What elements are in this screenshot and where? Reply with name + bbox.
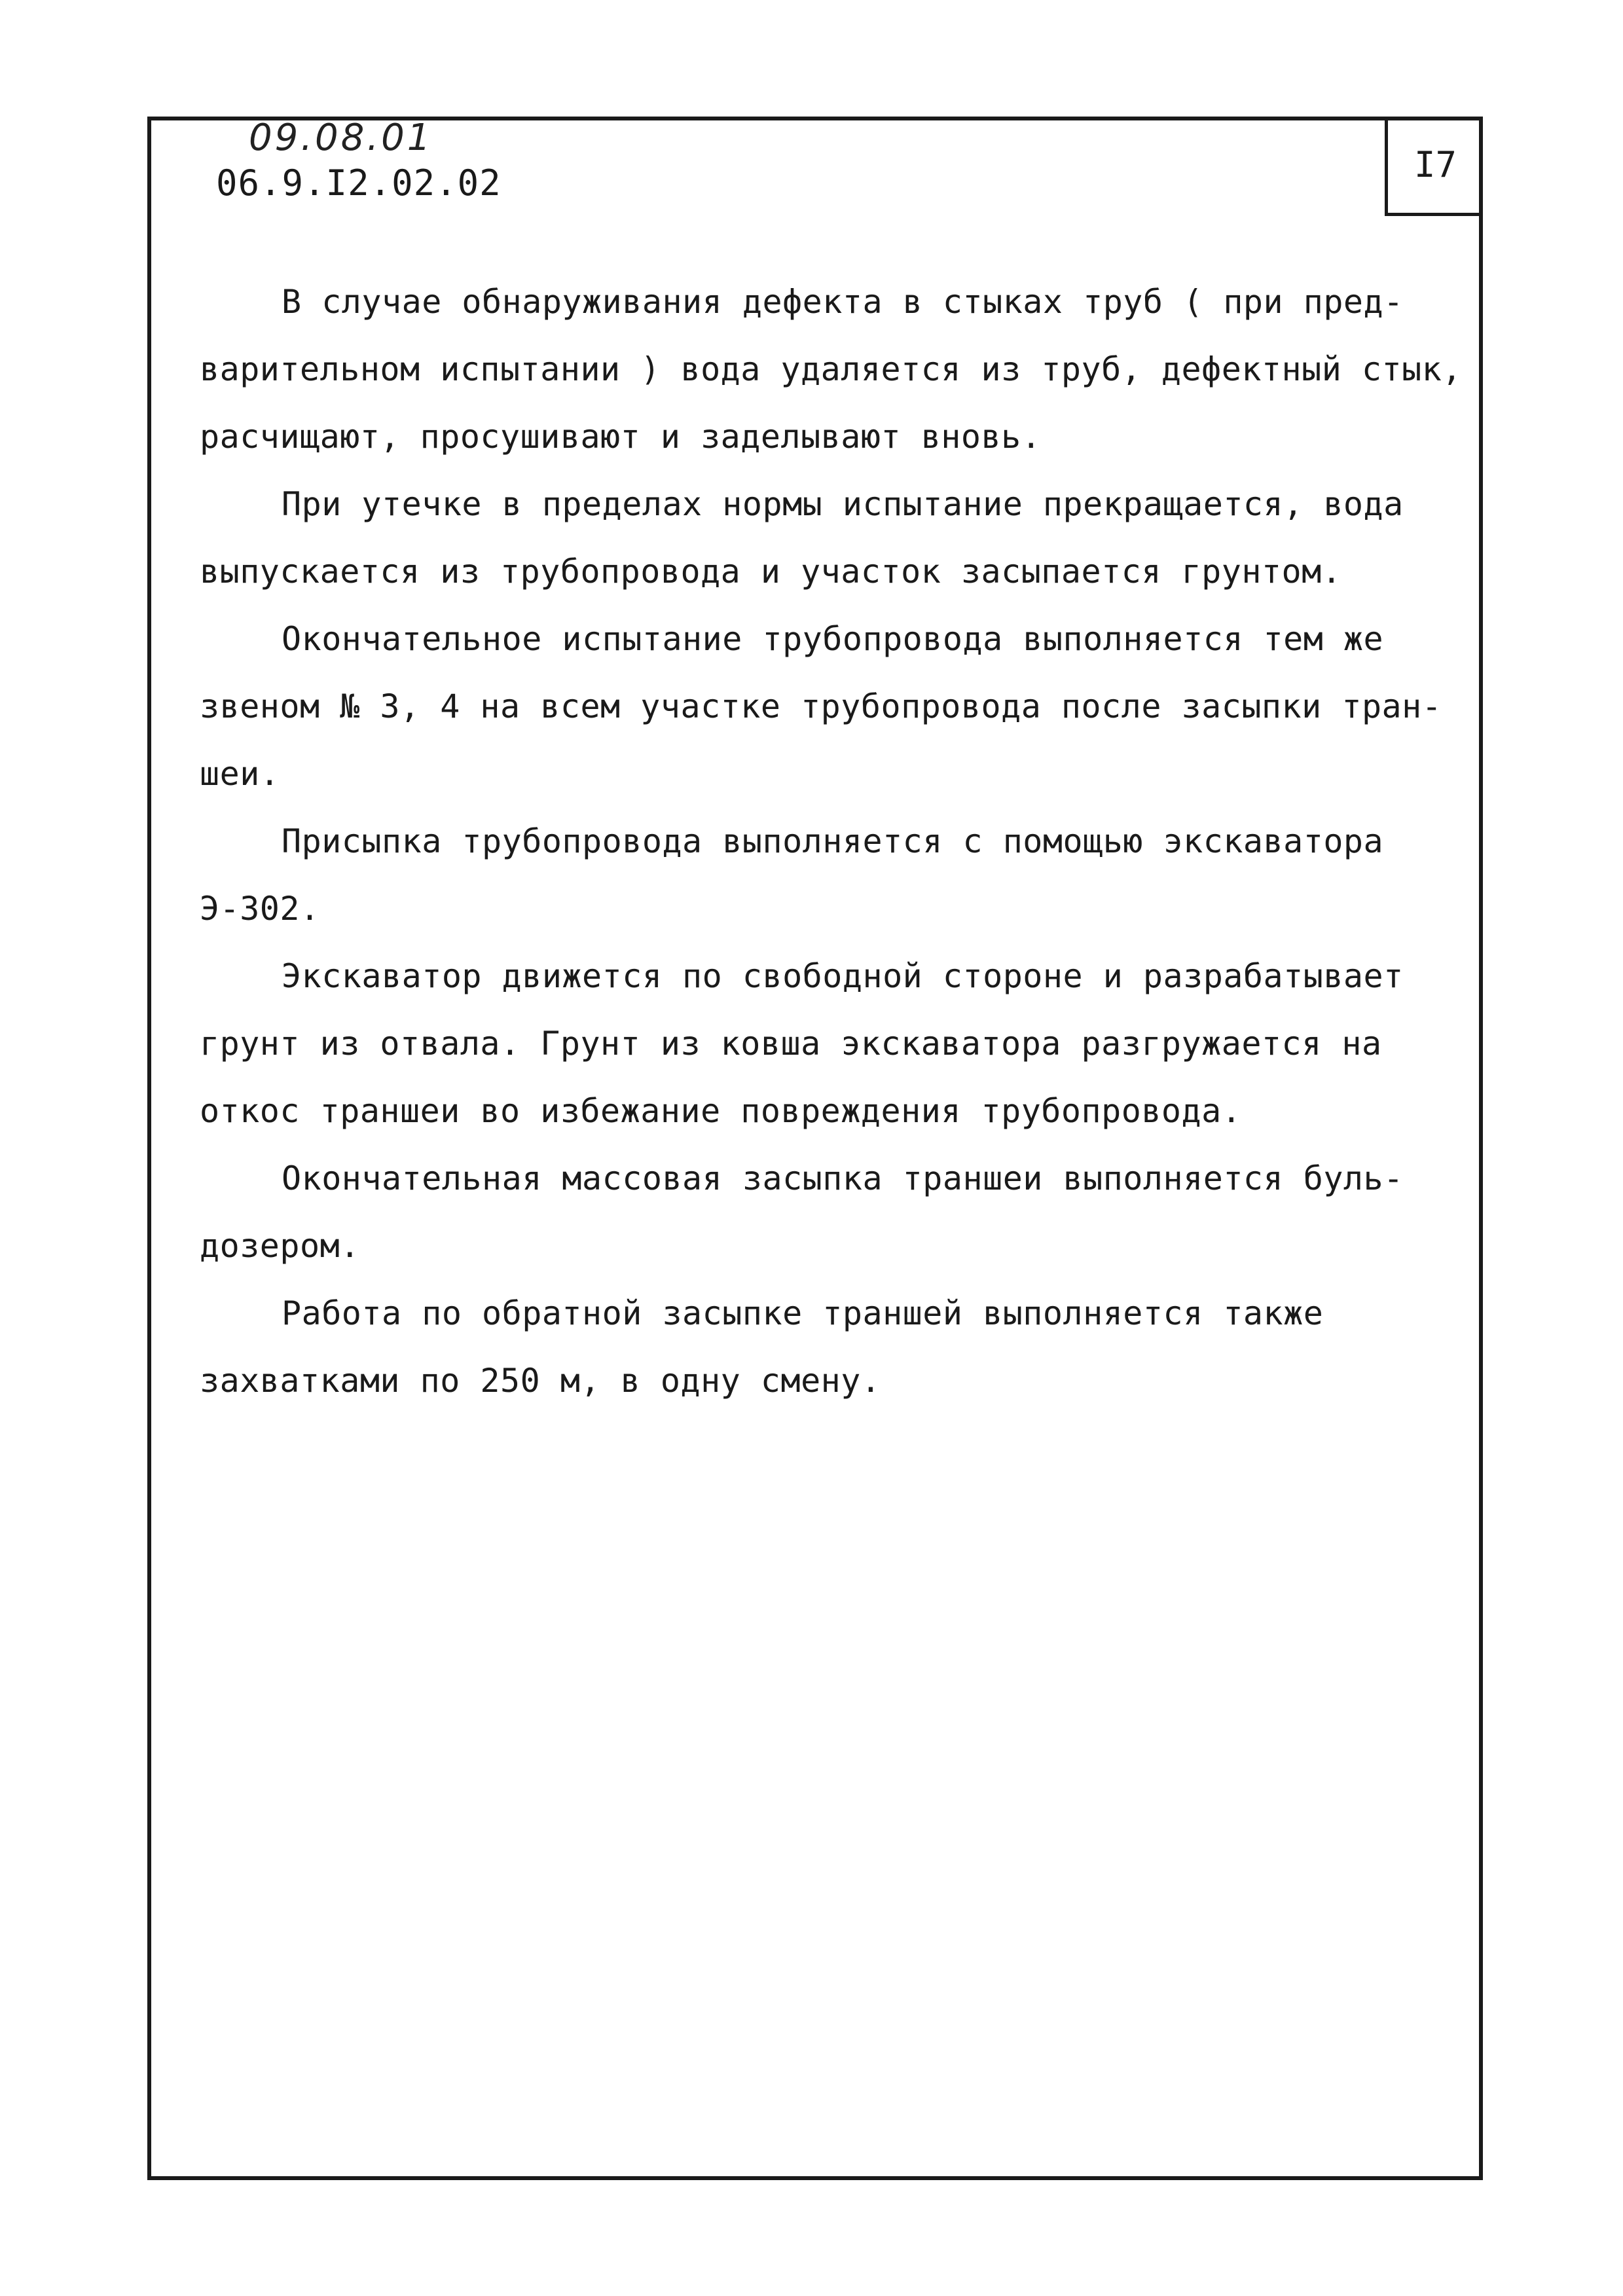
text-line: откос траншеи во избежание повреждения трубопровода. [200,1092,1242,1130]
text-line: Присыпка трубопровода выполняется с помощью экскаватора [282,822,1384,860]
text-line: расчищают, просушивают и заделывают вновь. [200,418,1042,456]
text-line: варительном испытании ) вода удаляется из труб, дефектный стык, [200,350,1462,388]
text-line: выпускается из трубопровода и участок засыпается грунтом. [200,553,1342,591]
document-code: 06.9.I2.02.02 [216,162,501,204]
text-line: Работа по обратной засыпке траншей выполняется также [282,1294,1324,1332]
text-line: дозером. [200,1227,360,1265]
page-number: I7 [1413,144,1457,185]
text-line: звеном № 3, 4 на всем участке трубопровода после засыпки тран- [200,687,1442,725]
text-line: В случае обнаруживания дефекта в стыках труб ( при пред- [282,283,1404,321]
handwritten-document-code: 09.08.01 [249,117,433,159]
text-line: При утечке в пределах нормы испытание прекращается, вода [282,485,1404,523]
text-line: грунт из отвала. Грунт из ковша экскаватора разгружается на [200,1025,1382,1063]
text-line: Окончательная массовая засыпка траншеи выполняется буль- [282,1159,1404,1197]
text-line: Э-302. [200,890,320,928]
text-line: Окончательное испытание трубопровода выполняется тем же [282,620,1384,658]
text-line: шеи. [200,755,280,793]
body-text [200,268,1463,1415]
page-number-box [1385,117,1483,216]
text-line: Экскаватор движется по свободной стороне и разрабатывает [282,957,1404,995]
text-line: захватками по 250 м, в одну смену. [200,1362,881,1400]
